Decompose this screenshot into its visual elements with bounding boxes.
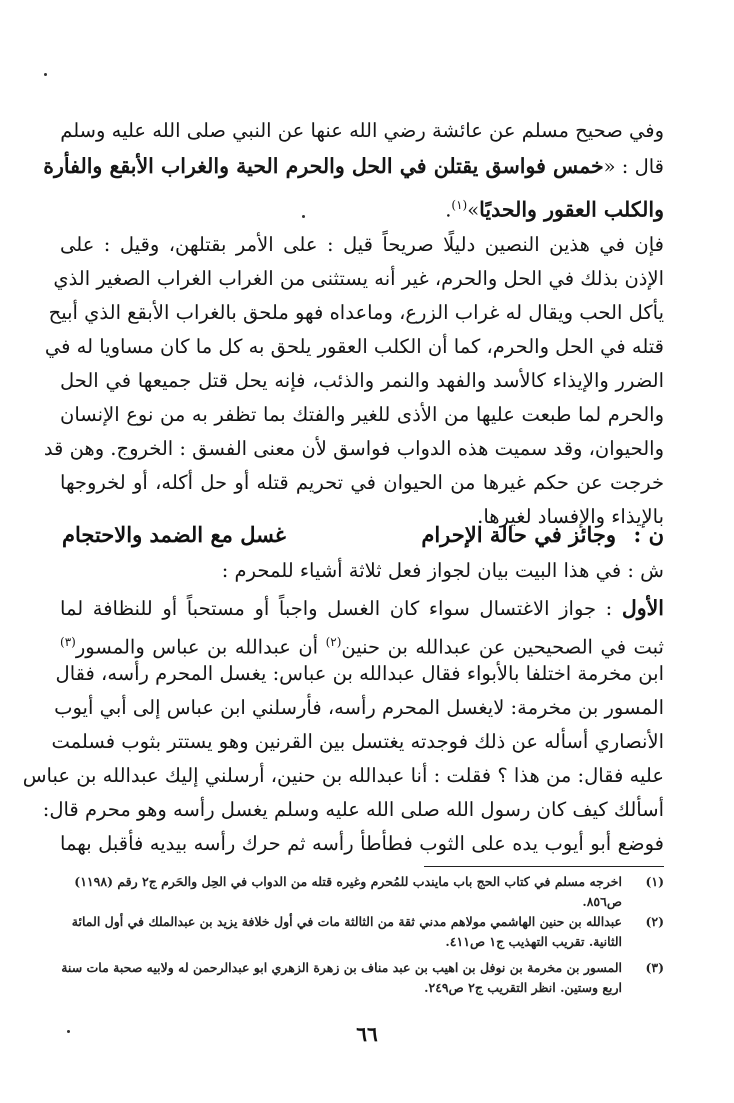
paragraph-line: الأول : جواز الاغتسال سواء كان الغسل واجباً أو مستحباً أو للنظافة لما	[60, 596, 664, 620]
scan-speck	[302, 215, 305, 218]
paragraph-line: المسور بن مخرمة: لايغسل المحرم رأسه، فأرسلني ابن عباس إلى أبي أيوب	[54, 696, 664, 719]
hadith-prefix: قال : «	[603, 155, 664, 178]
hadith-text-bold: خمس فواسق يقتلن في الحل والحرم الحية والغراب الأبقع والفأرة	[43, 154, 604, 178]
paragraph-line: ثبت في الصحيحين عن عبدالله بن حنين$^{(٢)}$ أن عبدالله بن عباس والمسور$^{(٣)}$	[60, 635, 664, 659]
first-label: الأول	[621, 596, 664, 620]
paragraph-line: عليه فقال: من هذا ؟ فقلت : أنا عبدالله بن حنين، أرسلني إليك عبدالله بن عباس	[22, 764, 664, 787]
footnote-divider	[424, 866, 664, 867]
paragraph-line: أسألك كيف كان رسول الله صلى الله عليه وسلم يغسل رأسه وهو محرم قال:	[42, 798, 664, 821]
hadith-line	[43, 151, 664, 182]
paragraph-line: الإذن بذلك في الحل والحرم، غير أنه يستثنى من الغراب الغراب الصغير الذي	[53, 267, 664, 290]
paragraph-line: ابن مخرمة اختلفا بالأبواء فقال عبدالله بن عباس: يغسل المحرم رأسه، فقال	[55, 662, 664, 685]
footnote-number: (١)	[645, 874, 664, 889]
verse-heading	[62, 522, 664, 556]
paragraph-line: خرجت عن حكم غيرها من الحيوان في تحريم قتله أو حل أكله، أو لخروجها	[60, 471, 664, 494]
paragraph-line: يأكل الحب ويقال له غراب الزرع، وماعداه فهو ملحق بالغراب الأبقع الذي أبيح	[48, 301, 664, 324]
period: .	[445, 198, 452, 222]
page-number: ٦٦	[356, 1022, 378, 1046]
paragraph-line: الأنصاري أسأله عن ذلك فوجدته يغتسل بين القرنين وهو يستتر بثوب فسلمت	[51, 730, 664, 753]
paragraph-line: والحرم لما طبعت عليها من الأذى للغير والفتك بما تظفر به من نوع الإنسان	[60, 403, 664, 426]
footnote-3	[60, 958, 664, 998]
paragraph-line: فوضع أبو أيوب يده على الثوب فطأطأ رأسه ثم حرك رأسه بيديه فأقبل بهما	[60, 832, 664, 855]
footnote-2	[60, 912, 664, 952]
footnote-ref-3[interactable]: (٣)	[60, 635, 76, 649]
hadith-quote-close: »	[467, 198, 480, 222]
footnote-ref-2[interactable]: (٢)	[325, 635, 342, 649]
footnote-number: (٣)	[645, 960, 664, 975]
verse-first-half: وجائز في حالة الإحرام	[421, 522, 616, 547]
scan-speck	[67, 1030, 70, 1033]
line-text: وفي صحيح مسلم عن عائشة رضي الله عنها عن النبي صلى الله عليه وسلم	[60, 119, 664, 142]
paragraph-line: فإن في هذين النصين دليلًا صريحاً قيل : على الأمر بقتلهن، وقيل : على	[60, 233, 664, 256]
footnote-ref-1[interactable]: (١)	[451, 198, 468, 212]
footnote-text: المسور بن مخرمة بن نوفل بن اهيب بن عبد مناف بن زهرة الزهري ابو عبدالرحمن له ولابيه صحبة مات سنة اربع وستين. انظر التقريب ج٢ ص٢٤٩.	[61, 960, 622, 995]
footnote-text: عبدالله بن حنين الهاشمي مولاهم مدني ثقة من الثالثة مات في أول خلافة يزيد بن عبدالملك في أول المائة الثانية. تقريب التهذيب ج١ ص٤١١.	[71, 914, 622, 949]
paragraph-line: قتله في الحل والحرم، كما أن الكلب العقور يلحق به كل ما كان مساويا له في	[44, 335, 664, 358]
paragraph-line: الضرر والإيذاء كالأسد والفهد والنمر والذئب، فإنه يحل قتل جميعها في الحل	[60, 369, 664, 392]
footnote-number: (٢)	[645, 914, 664, 929]
hadith-line	[60, 190, 664, 226]
footnote-text: اخرجه مسلم في كتاب الحج باب مايندب للمُحرم وغيره قتله من الدواب في الحِل والحَرم ج٢ رقم (١١٩٨) ص٨٥٦.	[74, 874, 622, 909]
footnote-1	[60, 872, 664, 912]
scan-speck	[44, 73, 47, 76]
hadith-text-bold: والكلب العقور والحديًا	[479, 197, 664, 222]
verse-second-half: غسل مع الضمد والاحتجام	[62, 522, 286, 547]
verse-label: ن :	[633, 522, 664, 547]
paragraph-line: بالإيذاء والإفساد لغيرها.	[477, 505, 664, 528]
paragraph-line: والحيوان، وقد سميت هذه الدواب فواسق لأن معنى الفسق : الخروج. وهن قد	[43, 437, 664, 460]
text-line	[60, 116, 664, 146]
commentary-intro: ش : في هذا البيت بيان لجواز فعل ثلاثة أشياء للمحرم :	[221, 559, 664, 582]
